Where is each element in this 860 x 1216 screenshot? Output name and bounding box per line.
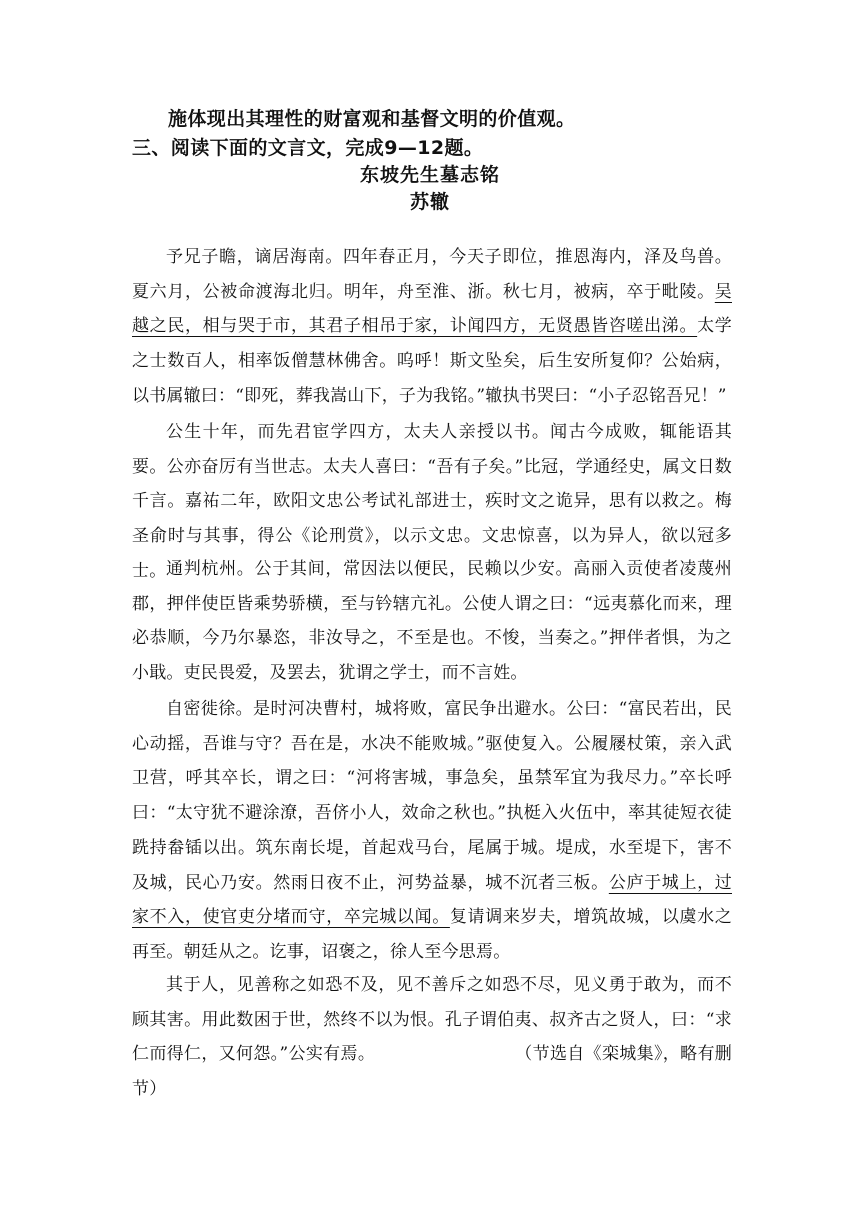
paragraph-5 xyxy=(132,968,732,1107)
section-heading: 三、阅读下面的文言文，完成9—12题。 xyxy=(132,137,484,159)
paragraph-4-text-a: 自密徙徐。是时河决曹村，城将败，富民争出避水。公曰：“富民若出，民心动摇，吾谁与守？吾在是，水决不能败城。”驱使复入。公履屦杖策，亲入武卫营，呼其卒长，谓之曰：“河将害城，事急矣，虽禁军宜为我尽力。”卒长呼曰：“太守犹不避涂潦，吾侪小人，效命之秋也。”执梃入火伍中，率其徒短衣徒跣持畚锸以出。筑东南长堤，首起戏马台，尾属于城。堤成，水至堤下，害不及城，民心乃安。然雨日夜不止，河势益暴，城不沉者三板。 xyxy=(132,699,732,893)
paragraph-4 xyxy=(132,692,732,970)
paragraph-1-text-b: 太学之士数百人，相率饭僧慧林佛舍。呜呼！斯文坠矣，后生安所复仰？公始病，以书属辙曰：“即死，葬我嵩山下，子为我铭。”辙执书哭曰：“小子忍铭吾兄！” xyxy=(132,316,733,406)
source-note: （节选自《栾城集》，略有删节） xyxy=(132,1044,732,1100)
essay-title: 东坡先生墓志铭 xyxy=(359,164,500,186)
paragraph-1 xyxy=(132,240,732,414)
paragraph-4-text-b: 复请调来岁夫，增筑故城，以虞水之再至。朝廷从之。讫事，诏褒之，徐人至今思焉。 xyxy=(132,907,732,962)
essay-author: 苏辙 xyxy=(409,191,450,213)
paragraph-1-text-a: 予兄子瞻，谪居海南。四年春正月，今天子即位，推恩海内，泽及鸟兽。夏六月，公被命渡海北归。明年，舟至淮、浙。秋七月，被病，卒于毗陵。 xyxy=(132,247,732,302)
paragraph-3: 通判杭州。公于其间，常因法以便民，民赖以少安。高丽入贡使者凌蔑州郡，押伴使臣皆乘势骄横，至与钤辖亢礼。公使人谓之曰：“远夷慕化而来，理必恭顺，今乃尔暴恣，非汝导之，不至是也。不悛，当奏之。”押伴者惧，为之小戢。吏民畏爱，及罢去，犹谓之学士，而不言姓。 xyxy=(132,559,732,684)
paragraph-5-text: 其于人，见善称之如恐不及，见不善斥之如恐不尽，见义勇于敢为，而不顾其害。用此数困于世，然终不以为恨。孔子谓伯夷、叔齐古之贤人，曰：“求仁而得仁，又何怨。”公实有焉。 xyxy=(132,975,732,1065)
intro-line: 施体现出其理性的财富观和基督文明的价值观。 xyxy=(168,108,576,130)
paragraph-4-underlined-sentence: 公庐于城上，过家不入，使官吏分堵而守，卒完城以闻。 xyxy=(132,872,732,928)
paragraph-1-underlined-sentence: 吴越之民，相与哭于市，其君子相吊于家，讣闻四方，无贤愚皆咨嗟出涕。 xyxy=(132,281,732,337)
paragraph-2: 公生十年，而先君宦学四方，太夫人亲授以书。闻古今成败，辄能语其要。公亦奋厉有当世志。太夫人喜曰：“吾有子矣。”比冠，学通经史，属文日数千言。嘉祐二年，欧阳文忠公考试礼部进士，疾时文之诡异，思有以救之。梅圣俞时与其事，得公《论刑赏》，以示文忠。文忠惊喜，以为异人，欲以冠多士。 xyxy=(132,422,732,581)
